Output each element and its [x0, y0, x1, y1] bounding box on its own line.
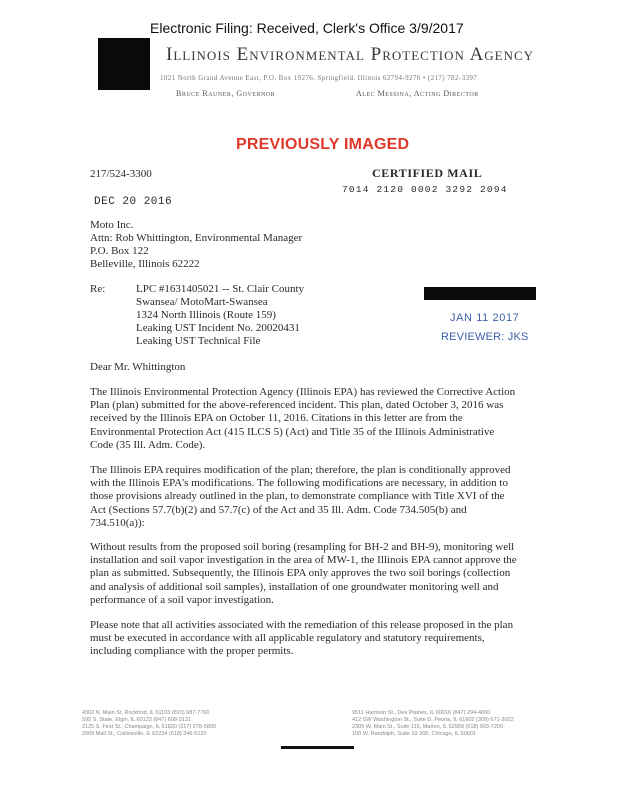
- footer-line: 2009 Mall St., Collinsville, IL 62234 (618) 346-5120: [82, 731, 207, 737]
- footer-line: 2309 W. Main St., Suite 116, Marion, IL 62959 (618) 993-7200: [352, 724, 504, 730]
- recipient-line: Attn: Rob Whittington, Environmental Manager: [90, 232, 303, 244]
- paragraph-line: Please note that all activities associated with the remediation of this release proposed in the plan: [90, 619, 514, 631]
- re-subject: [136, 283, 304, 348]
- re-label: Re:: [90, 283, 106, 295]
- paragraph-line: 734.510(a)):: [90, 516, 145, 529]
- paragraph-line: The Illinois EPA requires modification of the plan; therefore, the plan is conditionally approved: [90, 464, 511, 476]
- paragraph-line: those provisions already outlined in the plan, to demonstrate compliance with Title XVI of the: [90, 490, 505, 503]
- previously-imaged-stamp: PREVIOUSLY IMAGED: [236, 136, 410, 153]
- paragraph-line: Environmental Protection Act (415 ILCS 5) (Act) and Title 35 of the Illinois Administrative: [90, 425, 495, 438]
- paragraph-line: performance of a soil vapor investigation.: [90, 593, 274, 606]
- body-paragraph: [90, 541, 538, 607]
- re-line: Leaking UST Incident No. 20020431: [136, 322, 300, 334]
- paragraph-line: and analysis of additional soil samples), installation of one groundwater monitoring well and: [90, 580, 499, 593]
- reviewer-stamp: REVIEWER: JKS: [441, 331, 529, 343]
- footer-line: 100 W. Randolph, Suite 10-300, Chicago, IL 60601: [352, 731, 476, 737]
- re-line: Leaking UST Technical File: [136, 335, 261, 347]
- body-paragraph: [90, 386, 538, 452]
- bottom-divider: [281, 746, 354, 749]
- re-line: Swansea/ MotoMart-Swansea: [136, 296, 268, 308]
- footer-line: 2125 S. First St., Champaign, IL 61820 (217) 278-5800: [82, 724, 217, 730]
- recipient-line: Moto Inc.: [90, 219, 134, 231]
- paragraph-line: plan as submitted. Subsequently, the Illinois EPA only approves the two soil borings (collection: [90, 567, 511, 580]
- paragraph-line: Without results from the proposed soil boring (resampling for BH-2 and BH-9), monitoring well: [90, 541, 515, 553]
- paragraph-line: Code (35 Ill. Adm. Code).: [90, 438, 206, 451]
- body-paragraph: [90, 619, 538, 659]
- certified-mail-number: 7014 2120 0002 3292 2094: [342, 184, 508, 195]
- body-paragraph: [90, 464, 538, 530]
- letter-date: DEC 20 2016: [94, 196, 173, 208]
- paragraph-line: The Illinois Environmental Protection Agency (Illinois EPA) has reviewed the Corrective Action: [90, 386, 516, 398]
- phone-number: 217/524-3300: [90, 168, 152, 180]
- received-date-stamp: JAN 11 2017: [450, 312, 520, 324]
- recipient-address: [90, 219, 302, 271]
- certified-mail-label: CERTIFIED MAIL: [372, 166, 483, 180]
- agency-address: 1021 North Grand Avenue East, P.O. Box 19276, Springfield, Illinois 62794-9276 • (217) 782-3397: [160, 74, 478, 82]
- director-name: Alec Messina, Acting Director: [356, 89, 479, 98]
- footer-line: 9511 Harrison St., Des Plaines, IL 60016 (847) 294-4000: [352, 710, 491, 716]
- paragraph-line: with the Illinois EPA's modifications. The following modifications are necessary, in addition to: [90, 477, 508, 490]
- footer-offices-right: [352, 710, 514, 738]
- redacted-logo: [98, 38, 150, 90]
- paragraph-line: must be executed in accordance with all applicable regulatory and statutory requirements,: [90, 632, 485, 645]
- re-line: 1324 North Illinois (Route 159): [136, 309, 276, 321]
- agency-name: Illinois Environmental Protection Agency: [166, 44, 535, 65]
- footer-line: 412 SW Washington St., Suite D, Peoria, IL 61602 (309) 671-3022: [352, 717, 514, 723]
- footer-line: 595 S. State, Elgin, IL 60123 (847) 608-3131: [82, 717, 191, 723]
- electronic-filing-stamp: Electronic Filing: Received, Clerk's Office 3/9/2017: [150, 20, 464, 36]
- paragraph-line: Plan (plan) submitted for the above-referenced incident. This plan, dated October 3, 2016 was: [90, 399, 504, 412]
- re-line: LPC #1631405021 -- St. Clair County: [136, 283, 305, 295]
- paragraph-line: including compliance with the proper permits.: [90, 645, 294, 658]
- paragraph-line: installation and soil vapor investigation in the area of MW-1, the Illinois EPA cannot approve the: [90, 554, 517, 567]
- governor-name: Bruce Rauner, Governor: [176, 89, 276, 98]
- footer-offices-left: [82, 710, 216, 738]
- paragraph-line: Act (Sections 57.7(b)(2) and 57.7(c) of the Act and 35 Ill. Adm. Code 734.505(b) and: [90, 503, 467, 516]
- recipient-line: Belleville, Illinois 62222: [90, 258, 200, 270]
- redaction-bar: [424, 287, 536, 300]
- salutation: Dear Mr. Whittington: [90, 361, 186, 373]
- paragraph-line: received by the Illinois EPA on October 11, 2016. Citations in this letter are from the: [90, 412, 463, 425]
- recipient-line: P.O. Box 122: [90, 245, 149, 257]
- footer-line: 4302 N. Main St, Rockford, IL 61103 (815) 987-7760: [82, 710, 210, 716]
